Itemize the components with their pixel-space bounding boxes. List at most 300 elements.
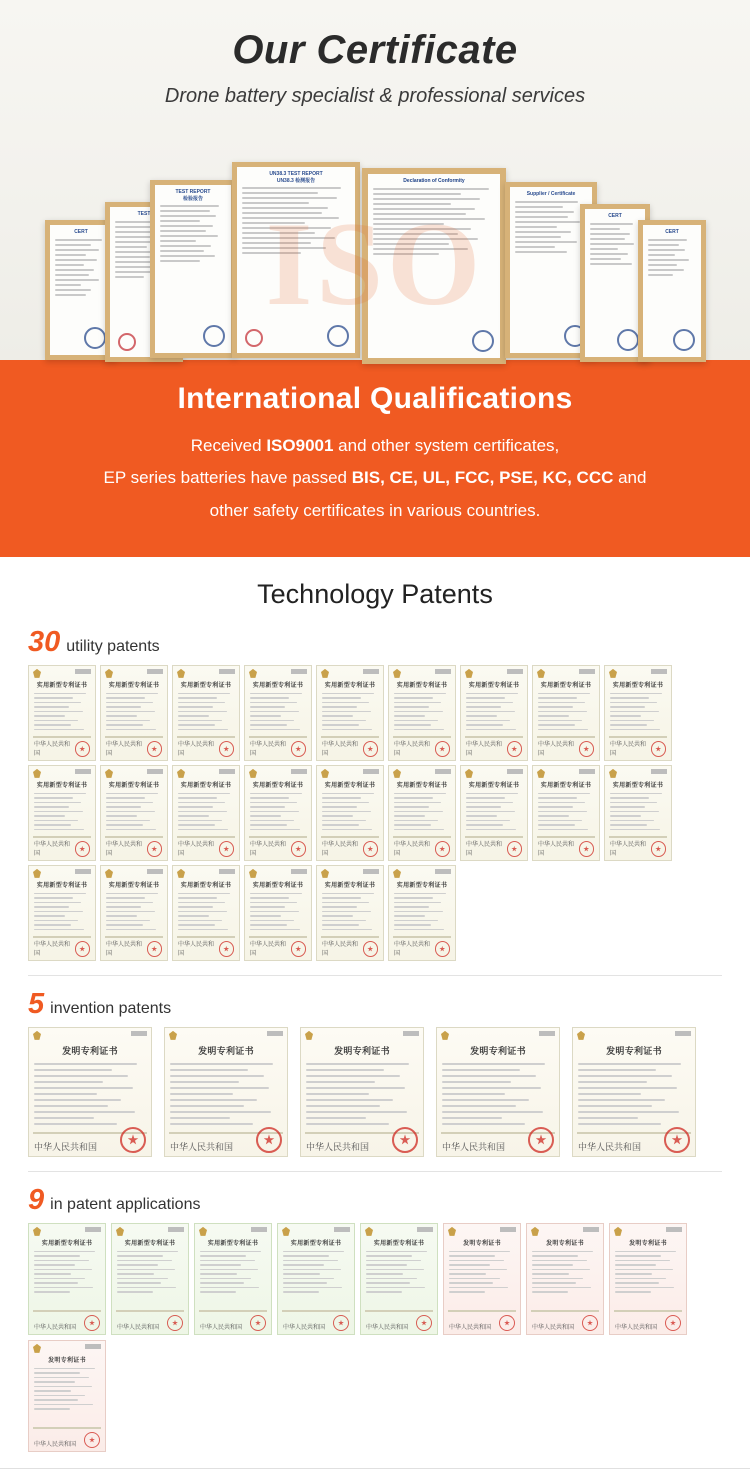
certificate-body-lines [389, 793, 455, 831]
patent-certificate-thumb [100, 765, 168, 861]
barcode-icon [168, 1227, 184, 1232]
certificate-body-lines [317, 893, 383, 931]
certificate-body-lines [461, 793, 527, 831]
certificate-footer-rule [393, 936, 451, 938]
certificate-signature: 中华人民共和国 [615, 1324, 658, 1331]
certificate-footer-rule [282, 1310, 350, 1312]
red-seal-icon [363, 941, 379, 957]
red-seal-icon [333, 1315, 349, 1331]
patent-emblem-icon [465, 669, 473, 678]
certificate-signature: 中华人民共和国 [532, 1324, 575, 1331]
hero-section [0, 0, 750, 360]
utility-patents-header [0, 625, 750, 658]
barcode-icon [363, 669, 379, 674]
red-seal-icon [147, 841, 163, 857]
certificate-signature: 中华人民共和国 [250, 841, 287, 857]
patent-certificate-thumb [609, 1223, 687, 1335]
certificate-title: 实用新型专利证书 [207, 1240, 259, 1247]
certificate-title: 实用新型专利证书 [468, 682, 520, 689]
certificate-signature: 中华人民共和国 [34, 841, 71, 857]
patent-certificate-thumb [244, 665, 312, 761]
certificate-footer-rule [365, 1310, 433, 1312]
certificate-title: 实用新型专利证书 [108, 682, 160, 689]
certificate-body-lines [101, 693, 167, 731]
red-seal-icon [664, 1127, 690, 1153]
patent-emblem-icon [33, 1227, 41, 1236]
certificate-title: 实用新型专利证书 [124, 1240, 176, 1247]
certificate-body-lines [533, 793, 599, 831]
framed-certificate: UN38.3 TEST REPORT UN38.3 检测报告 [232, 162, 360, 358]
certificate-body-lines [29, 1251, 105, 1293]
certificate-title: 实用新型专利证书 [324, 882, 376, 889]
patent-applications-grid [0, 1223, 750, 1452]
patent-emblem-icon [365, 1227, 373, 1236]
framed-certificate: CERT [45, 220, 117, 360]
certificate-signature: 中华人民共和国 [250, 741, 287, 757]
certificate-body-lines [444, 1251, 520, 1293]
barcode-icon [666, 1227, 682, 1232]
certificate-signature: 中华人民共和国 [610, 741, 647, 757]
barcode-icon [334, 1227, 350, 1232]
patent-emblem-icon [177, 769, 185, 778]
red-seal-icon [651, 741, 667, 757]
certificate-signature: 中华人民共和国 [366, 1324, 409, 1331]
certificate-signature: 中华人民共和国 [106, 741, 143, 757]
red-seal-icon [507, 741, 523, 757]
patent-certificate-thumb [532, 765, 600, 861]
barcode-icon [579, 669, 595, 674]
patent-emblem-icon [393, 669, 401, 678]
certificate-signature: 中华人民共和国 [200, 1324, 243, 1331]
barcode-icon [147, 769, 163, 774]
patent-certificate-thumb [526, 1223, 604, 1335]
barcode-icon [75, 669, 91, 674]
certificate-signature: 中华人民共和国 [283, 1324, 326, 1331]
certificate-signature: 中华人民共和国 [538, 741, 575, 757]
page-title: Our Certificate [232, 28, 518, 72]
red-seal-icon [392, 1127, 418, 1153]
patent-certificate-thumb [164, 1027, 288, 1157]
utility-patents-label: utility patents [66, 637, 160, 655]
band-line2-pre: EP series batteries have passed [103, 468, 352, 488]
certificate-signature: 中华人民共和国 [306, 1141, 370, 1152]
section-divider [28, 1171, 722, 1172]
certificate-title: 实用新型专利证书 [324, 782, 376, 789]
certificate-body-lines [112, 1251, 188, 1293]
band-line1-pre: Received [190, 436, 267, 455]
red-seal-icon [219, 941, 235, 957]
certificate-body-lines [245, 793, 311, 831]
certificate-title: 实用新型专利证书 [396, 882, 448, 889]
band-line1-post: and other system certificates, [333, 436, 560, 455]
certificate-signature: 中华人民共和国 [538, 841, 575, 857]
certificate-body-lines [29, 693, 95, 731]
patent-emblem-icon [448, 1227, 456, 1236]
international-qualifications-band [0, 360, 750, 557]
barcode-icon [131, 1031, 147, 1036]
certificate-body-lines [29, 1368, 105, 1410]
red-seal-icon [579, 741, 595, 757]
certificate-footer-rule [105, 936, 163, 938]
certificate-body-lines [173, 893, 239, 931]
barcode-icon [291, 669, 307, 674]
certificate-body-lines [173, 693, 239, 731]
red-seal-icon [120, 1127, 146, 1153]
certificate-body-lines [301, 1063, 423, 1125]
certificate-signature: 中华人民共和国 [449, 1324, 492, 1331]
certificate-body-lines [605, 793, 671, 831]
certificate-footer-rule [321, 836, 379, 838]
certificate-title: 实用新型专利证书 [108, 882, 160, 889]
patent-certificate-thumb [244, 765, 312, 861]
patent-certificate-thumb [532, 665, 600, 761]
patent-emblem-icon [321, 769, 329, 778]
patent-emblem-icon [305, 1031, 313, 1040]
patent-applications-label: in patent applications [50, 1195, 201, 1213]
certificate-footer-rule [33, 836, 91, 838]
red-seal-icon [579, 841, 595, 857]
certificate-title: 实用新型专利证书 [36, 782, 88, 789]
certificate-title: 实用新型专利证书 [41, 1240, 93, 1247]
barcode-icon [507, 669, 523, 674]
certificate-title: 实用新型专利证书 [612, 682, 664, 689]
patent-certificate-thumb [172, 665, 240, 761]
barcode-icon [219, 769, 235, 774]
barcode-icon [363, 769, 379, 774]
certificate-body-lines [573, 1063, 695, 1125]
certificate-title: 实用新型专利证书 [290, 1240, 342, 1247]
patent-emblem-icon [105, 769, 113, 778]
patent-emblem-icon [321, 869, 329, 878]
patent-certificate-thumb [28, 1340, 106, 1452]
certificate-body-lines [29, 1063, 151, 1125]
barcode-icon [291, 869, 307, 874]
patent-certificate-thumb [316, 865, 384, 961]
red-seal-icon [75, 941, 91, 957]
red-seal-icon [651, 841, 667, 857]
red-seal-icon [416, 1315, 432, 1331]
red-seal-icon [250, 1315, 266, 1331]
technology-patents-section [0, 557, 750, 1469]
certificate-title: 发明专利证书 [606, 1045, 662, 1056]
page-subtitle: Drone battery specialist & professional services [164, 85, 586, 107]
barcode-icon [579, 769, 595, 774]
barcode-icon [500, 1227, 516, 1232]
certificate-footer-rule [393, 736, 451, 738]
certificate-body-lines [461, 693, 527, 731]
patent-emblem-icon [537, 669, 545, 678]
band-paragraph [30, 430, 720, 527]
certificate-body-lines [245, 693, 311, 731]
patents-heading: Technology Patents [257, 578, 493, 609]
certificate-title: 实用新型专利证书 [108, 782, 160, 789]
certificate-signature: 中华人民共和国 [322, 741, 359, 757]
patent-emblem-icon [33, 1344, 41, 1353]
patent-certificate-thumb [572, 1027, 696, 1157]
patent-certificate-thumb [28, 1223, 106, 1335]
certificate-body-lines [533, 693, 599, 731]
certificate-footer-rule [249, 736, 307, 738]
certificate-footer-rule [33, 736, 91, 738]
certificate-signature: 中华人民共和国 [578, 1141, 642, 1152]
certificate-body-lines [165, 1063, 287, 1125]
red-seal-icon [84, 1315, 100, 1331]
certificate-footer-rule [321, 736, 379, 738]
patent-certificate-thumb [316, 665, 384, 761]
certificate-footer-rule [177, 936, 235, 938]
red-seal-icon [291, 941, 307, 957]
patent-applications-count: 9 [28, 1183, 45, 1216]
certificate-signature: 中华人民共和国 [322, 941, 359, 957]
certificate-body-lines [173, 793, 239, 831]
barcode-icon [251, 1227, 267, 1232]
certificate-footer-rule [614, 1310, 682, 1312]
certificate-footer-rule [105, 836, 163, 838]
band-line2-post: and [613, 468, 647, 488]
red-seal-icon [499, 1315, 515, 1331]
utility-patents-grid [0, 665, 750, 961]
certificate-body-lines [389, 693, 455, 731]
red-seal-icon [84, 1432, 100, 1448]
patent-certificate-thumb [388, 865, 456, 961]
barcode-icon [435, 669, 451, 674]
certificate-body-lines [389, 893, 455, 931]
certificate-footer-rule [33, 1427, 101, 1429]
patent-emblem-icon [33, 869, 41, 878]
certificate-body-lines [278, 1251, 354, 1293]
certificate-title: 实用新型专利证书 [373, 1240, 425, 1247]
framed-certificate: Supplier / Certificate [505, 182, 597, 358]
certificate-signature: 中华人民共和国 [466, 741, 503, 757]
patent-certificate-thumb [460, 665, 528, 761]
certificate-title: 实用新型专利证书 [540, 682, 592, 689]
certificate-footer-rule [105, 736, 163, 738]
certificate-signature: 中华人民共和国 [250, 941, 287, 957]
invention-patents-count: 5 [28, 987, 45, 1020]
patent-certificate-thumb [172, 765, 240, 861]
certificate-title: 实用新型专利证书 [612, 782, 664, 789]
patent-emblem-icon [177, 869, 185, 878]
certificate-body-lines [101, 793, 167, 831]
framed-certificate: CERT [638, 220, 706, 362]
patent-certificate-thumb [28, 1027, 152, 1157]
certificate-signature: 中华人民共和国 [178, 741, 215, 757]
red-seal-icon [75, 841, 91, 857]
patent-emblem-icon [465, 769, 473, 778]
patent-certificate-thumb [388, 765, 456, 861]
certificate-title: 实用新型专利证书 [468, 782, 520, 789]
certificate-title: 实用新型专利证书 [252, 882, 304, 889]
certificate-signature: 中华人民共和国 [34, 1141, 98, 1152]
patent-certificate-thumb [460, 765, 528, 861]
barcode-icon [507, 769, 523, 774]
certificate-title: 实用新型专利证书 [540, 782, 592, 789]
certificate-footer-rule [249, 936, 307, 938]
barcode-icon [147, 669, 163, 674]
patent-emblem-icon [105, 669, 113, 678]
red-seal-icon [219, 741, 235, 757]
barcode-icon [75, 869, 91, 874]
patent-emblem-icon [169, 1031, 177, 1040]
patent-certificate-thumb [244, 865, 312, 961]
certificate-signature: 中华人民共和国 [466, 841, 503, 857]
patent-certificate-thumb [28, 765, 96, 861]
patent-emblem-icon [249, 869, 257, 878]
patent-emblem-icon [393, 869, 401, 878]
patent-certificate-thumb [436, 1027, 560, 1157]
patent-certificate-thumb [604, 765, 672, 861]
barcode-icon [85, 1344, 101, 1349]
certificate-signature: 中华人民共和国 [106, 941, 143, 957]
patent-emblem-icon [531, 1227, 539, 1236]
certificate-footer-rule [177, 736, 235, 738]
certificate-footer-rule [249, 836, 307, 838]
certificate-signature: 中华人民共和国 [178, 841, 215, 857]
certificate-title: 实用新型专利证书 [252, 782, 304, 789]
band-line1-bold: ISO9001 [266, 436, 334, 455]
barcode-icon [417, 1227, 433, 1232]
certificate-signature: 中华人民共和国 [394, 941, 431, 957]
certificate-title: 发明专利证书 [470, 1045, 526, 1056]
certificate-body-lines [527, 1251, 603, 1293]
certificate-body-lines [101, 893, 167, 931]
patent-emblem-icon [249, 669, 257, 678]
certificate-footer-rule [537, 836, 595, 838]
framed-certificate: CERT [580, 204, 650, 362]
patent-emblem-icon [33, 669, 41, 678]
red-seal-icon [665, 1315, 681, 1331]
certificate-body-lines [195, 1251, 271, 1293]
certificate-footer-rule [33, 936, 91, 938]
certificate-footer-rule [33, 1310, 101, 1312]
certificate-body-lines [245, 893, 311, 931]
certificate-footer-rule [393, 836, 451, 838]
patent-emblem-icon [33, 769, 41, 778]
red-seal-icon [435, 841, 451, 857]
invention-patents-header [0, 987, 750, 1020]
red-seal-icon [291, 841, 307, 857]
red-seal-icon [256, 1127, 282, 1153]
certificate-title: 实用新型专利证书 [180, 782, 232, 789]
red-seal-icon [291, 741, 307, 757]
certificate-title: 发明专利证书 [629, 1240, 667, 1247]
patent-certificate-thumb [388, 665, 456, 761]
barcode-icon [651, 669, 667, 674]
certificate-signature: 中华人民共和国 [34, 741, 71, 757]
certificate-title: 发明专利证书 [546, 1240, 584, 1247]
certificate-footer-rule [609, 836, 667, 838]
certificate-signature: 中华人民共和国 [34, 941, 71, 957]
patent-emblem-icon [577, 1031, 585, 1040]
certificate-title: 发明专利证书 [334, 1045, 390, 1056]
red-seal-icon [167, 1315, 183, 1331]
framed-certificate: TEST REPORT 检验报告 [150, 180, 236, 358]
patent-applications-header [0, 1183, 750, 1216]
barcode-icon [435, 769, 451, 774]
patent-emblem-icon [282, 1227, 290, 1236]
patent-emblem-icon [614, 1227, 622, 1236]
patent-certificate-thumb [194, 1223, 272, 1335]
barcode-icon [85, 1227, 101, 1232]
certificate-footer-rule [177, 836, 235, 838]
band-heading: International Qualifications [177, 382, 573, 415]
certificate-footer-rule [199, 1310, 267, 1312]
red-seal-icon [147, 741, 163, 757]
certificate-title: 实用新型专利证书 [36, 882, 88, 889]
band-line3: other safety certificates in various countries. [209, 500, 541, 520]
certificate-footer-rule [609, 736, 667, 738]
red-seal-icon [435, 741, 451, 757]
certificate-title: 实用新型专利证书 [396, 682, 448, 689]
barcode-icon [435, 869, 451, 874]
barcode-icon [583, 1227, 599, 1232]
certificate-body-lines [317, 793, 383, 831]
certificate-title: 实用新型专利证书 [324, 682, 376, 689]
certificate-title: 发明专利证书 [48, 1357, 86, 1364]
patent-certificate-thumb [300, 1027, 424, 1157]
certificate-footer-rule [465, 836, 523, 838]
certificate-signature: 中华人民共和国 [442, 1141, 506, 1152]
red-seal-icon [507, 841, 523, 857]
framed-certificates-row [0, 150, 750, 360]
section-divider [28, 975, 722, 976]
certificate-footer-rule [537, 736, 595, 738]
barcode-icon [291, 769, 307, 774]
patent-certificate-thumb [28, 865, 96, 961]
certificate-body-lines [317, 693, 383, 731]
certificate-title: 实用新型专利证书 [396, 782, 448, 789]
barcode-icon [651, 769, 667, 774]
framed-certificate: TEST [105, 202, 183, 362]
patent-emblem-icon [105, 869, 113, 878]
certificate-title: 实用新型专利证书 [180, 882, 232, 889]
certificate-signature: 中华人民共和国 [117, 1324, 160, 1331]
patent-certificate-thumb [277, 1223, 355, 1335]
band-line2-bold: BIS, CE, UL, FCC, PSE, KC, CCC [351, 468, 614, 488]
utility-patents-count: 30 [28, 625, 61, 658]
patent-certificate-thumb [172, 865, 240, 961]
patent-emblem-icon [321, 669, 329, 678]
red-seal-icon [219, 841, 235, 857]
invention-patents-label: invention patents [50, 999, 172, 1017]
certificate-title: 实用新型专利证书 [252, 682, 304, 689]
barcode-icon [147, 869, 163, 874]
patent-certificate-thumb [111, 1223, 189, 1335]
patent-certificate-thumb [360, 1223, 438, 1335]
certificate-footer-rule [116, 1310, 184, 1312]
red-seal-icon [582, 1315, 598, 1331]
certificate-body-lines [610, 1251, 686, 1293]
certificate-body-lines [437, 1063, 559, 1125]
barcode-icon [267, 1031, 283, 1036]
patent-emblem-icon [116, 1227, 124, 1236]
red-seal-icon [75, 741, 91, 757]
certificate-signature: 中华人民共和国 [34, 1441, 77, 1448]
barcode-icon [363, 869, 379, 874]
framed-certificate: Declaration of Conformity [362, 168, 506, 364]
barcode-icon [675, 1031, 691, 1036]
certificate-footer-rule [465, 736, 523, 738]
patent-emblem-icon [177, 669, 185, 678]
certificate-title: 发明专利证书 [463, 1240, 501, 1247]
patent-emblem-icon [609, 769, 617, 778]
certificate-signature: 中华人民共和国 [170, 1141, 234, 1152]
red-seal-icon [363, 841, 379, 857]
certificate-body-lines [29, 793, 95, 831]
patent-emblem-icon [393, 769, 401, 778]
certificate-signature: 中华人民共和国 [610, 841, 647, 857]
patent-certificate-thumb [604, 665, 672, 761]
